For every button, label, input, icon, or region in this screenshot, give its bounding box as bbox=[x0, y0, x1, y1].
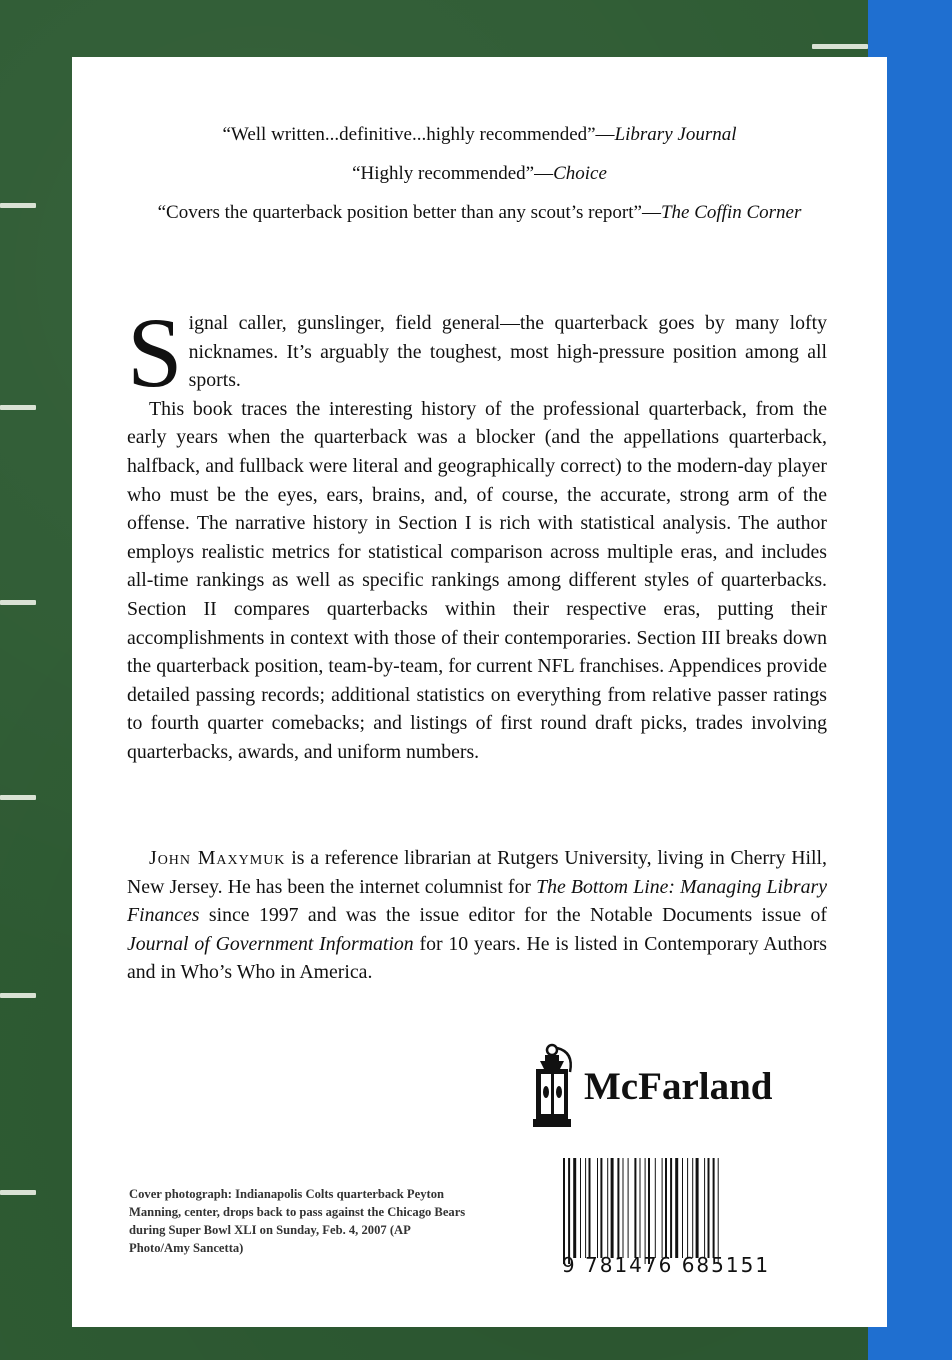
review-blurb: “Covers the quarterback position better than any scout’s report”—The Coffin Corner bbox=[157, 202, 802, 223]
barcode-bar bbox=[597, 1158, 598, 1258]
yard-marker bbox=[0, 600, 36, 605]
review-source: Choice bbox=[553, 163, 607, 184]
isbn-number: 9 781476 685151 bbox=[561, 1253, 771, 1277]
barcode-bar bbox=[611, 1158, 614, 1258]
yard-marker bbox=[812, 44, 868, 49]
yard-marker bbox=[0, 795, 36, 800]
barcode-bar bbox=[580, 1158, 581, 1258]
barcode-bar bbox=[634, 1158, 636, 1258]
barcode-bar bbox=[675, 1158, 678, 1258]
barcode-bar bbox=[623, 1158, 624, 1258]
barcode-bar bbox=[585, 1158, 586, 1258]
barcode-bar bbox=[655, 1158, 656, 1258]
barcode-bar bbox=[573, 1158, 576, 1258]
review-blurb: “Well written...definitive...highly recommended”—Library Journal bbox=[222, 124, 737, 145]
barcode-bar bbox=[708, 1158, 710, 1258]
barcode-bar bbox=[670, 1158, 672, 1258]
barcode-bar bbox=[718, 1158, 719, 1264]
barcode-bar bbox=[645, 1158, 646, 1264]
publisher-logo bbox=[530, 1042, 790, 1142]
review-source: The Coffin Corner bbox=[660, 202, 802, 223]
barcode-bar bbox=[563, 1158, 565, 1264]
back-cover-panel bbox=[72, 57, 887, 1327]
barcode-bar bbox=[687, 1158, 688, 1258]
barcode-bar bbox=[692, 1158, 693, 1258]
lantern-icon bbox=[530, 1042, 582, 1142]
yard-marker bbox=[0, 993, 36, 998]
barcode-bar bbox=[682, 1158, 683, 1258]
cover-photo-credit: Cover photograph: Indianapolis Colts quarterback Peyton Manning, center, drops back to pass against the Chicago Bears during Super Bowl XLI on Sunday, Feb. 4, 2007 (AP Photo/Amy Sancetta) bbox=[129, 1187, 466, 1255]
barcode-bar bbox=[662, 1158, 663, 1258]
review-blurbs bbox=[72, 124, 887, 241]
barcode-bar bbox=[568, 1158, 570, 1264]
description-opening: Signal caller, gunslinger, field general—the quarterback goes by many lofty nicknames. It’s arguably the toughest, most high-pressure position among all sports. bbox=[127, 297, 827, 408]
yard-marker bbox=[0, 203, 36, 208]
publication-title: The Bottom Line: Managing Library Finances bbox=[127, 875, 827, 927]
barcode-bar bbox=[713, 1158, 715, 1258]
description-body: This book traces the interesting history of the professional quarterback, from the early years when the quarterback was a blocker (and the appellations quarterback, halfback, and fullback were literal and geographically correct) to the modern-day player who must be the eyes, ears, brains, and, of course, the accurate, strong arm of the offense. The narrative history in Section I is rich with statistical analysis. The author employs realistic metrics for statistical comparison across multiple eras, and includes all-time rankings as well as specific rankings among different styles of quarterbacks. Section II compares quarterbacks within their respective eras, putting their accomplishments in context with those of their contemporaries. Section III breaks down the quarterback position, team-by-team, for current NFL franchises. Appendices provide detailed passing records; additional statistics on everything from relative passer ratings to fourth quarter comebacks; and listings of first round draft picks, trades involving quarterbacks, awards, and uniform numbers. bbox=[127, 397, 827, 763]
barcode-bar bbox=[648, 1158, 650, 1264]
barcode-bar bbox=[640, 1158, 641, 1258]
barcode-bar bbox=[665, 1158, 667, 1258]
review-blurb: “Highly recommended”—Choice bbox=[352, 163, 607, 184]
publisher-name: McFarland bbox=[584, 1065, 773, 1108]
barcode-bar bbox=[607, 1158, 608, 1258]
review-source: Library Journal bbox=[614, 124, 737, 145]
author-name: John Maxymuk bbox=[149, 847, 286, 869]
publication-title: Journal of Government Information bbox=[127, 932, 414, 955]
barcode-bar bbox=[696, 1158, 699, 1258]
yard-marker bbox=[0, 1190, 36, 1195]
book-description bbox=[127, 297, 827, 767]
yard-marker bbox=[0, 405, 36, 410]
barcode-bar bbox=[600, 1158, 602, 1258]
barcode-bar bbox=[617, 1158, 619, 1258]
barcode-bar bbox=[589, 1158, 591, 1258]
author-bio: John Maxymuk is a reference librarian at Rutgers University, living in Cherry Hill, New Jersey. He has been the internet columnist for The Bottom Line: Managing Library Finances since 1997 and was the issue editor for the Notable Documents issue of Journal of Government Information for 10 years. He is listed in Contemporary Authors and in Who’s Who in America. bbox=[127, 847, 827, 984]
barcode-bar bbox=[628, 1158, 629, 1258]
barcode-bar bbox=[704, 1158, 705, 1258]
drop-cap: S bbox=[127, 297, 183, 408]
